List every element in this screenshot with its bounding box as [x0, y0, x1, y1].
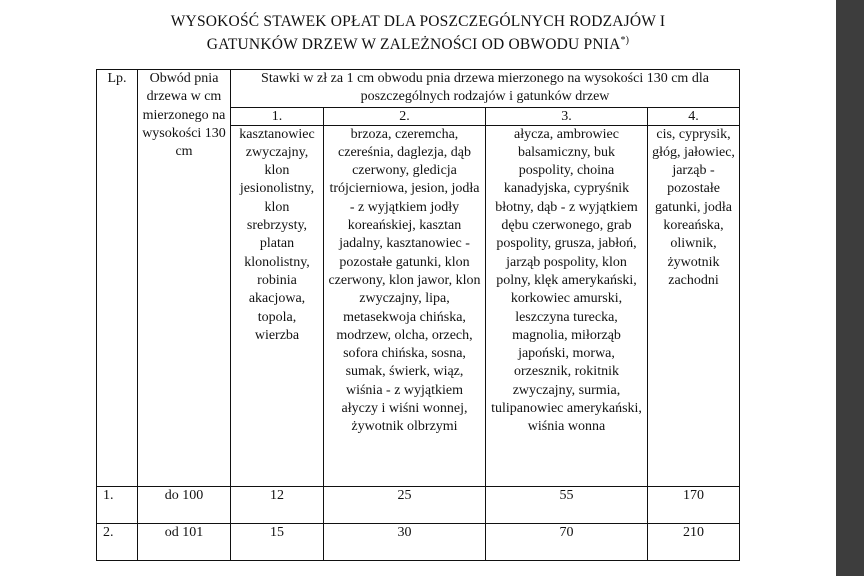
- group-number-1: 1.: [231, 107, 324, 125]
- species-group-4: cis, cyprysik, głóg, jałowiec, jarząb - pozostałe gatunki, jodła koreańska, oliwnik, żywotnik zachodni: [648, 125, 740, 486]
- row-lp: 2.: [97, 523, 138, 560]
- rate-cell: 70: [486, 523, 648, 560]
- viewer-scrollbar[interactable]: [836, 0, 864, 576]
- header-lp: Lp.: [97, 70, 138, 487]
- species-group-1: kasztanowiec zwyczajny, klon jesionolistny, klon srebrzysty, platan klonolistny, robinia akacjowa, topola, wierzba: [231, 125, 324, 486]
- row-circumference: od 101: [138, 523, 231, 560]
- species-group-2: brzoza, czeremcha, czereśnia, daglezja, dąb czerwony, gledicja trójcierniowa, jesion, jodła - z wyjątkiem jodły koreańskiej, kasztan jadalny, kasztanowiec - pozostałe gatunki, klon czerwony, klon jawor, klon zwyczajny, lipa, metasekwoja chińska, modrzew, olcha, orzech, sofora chińska, sosna, sumak, świerk, wiąz, wiśnia - z wyjątkiem ałyczy i wiśni wonnej, żywotnik olbrzymi: [324, 125, 486, 486]
- document-title: [60, 12, 776, 54]
- rate-cell: 55: [486, 486, 648, 523]
- rate-cell: 15: [231, 523, 324, 560]
- rate-cell: 170: [648, 486, 740, 523]
- species-group-3: ałycza, ambrowiec balsamiczny, buk pospolity, choina kanadyjska, cypryśnik błotny, dąb - z wyjątkiem dębu czerwonego, grab pospolity, grusza, jabłoń, jarząb pospolity, klon polny, klęk amerykański, korkowiec amurski, leszczyna turecka, magnolia, miłorząb japoński, morwa, orzesznik, rokitnik zwyczajny, surmia, tulipanowiec amerykański, wiśnia wonna: [486, 125, 648, 486]
- title-line-2: [60, 31, 776, 54]
- title-footnote-marker: *): [620, 35, 630, 46]
- table-header-row: [97, 70, 740, 108]
- rate-cell: 25: [324, 486, 486, 523]
- table-row: [97, 523, 740, 560]
- row-circumference: do 100: [138, 486, 231, 523]
- group-number-4: 4.: [648, 107, 740, 125]
- rate-cell: 30: [324, 523, 486, 560]
- title-line-1: WYSOKOŚĆ STAWEK OPŁAT DLA POSZCZEGÓLNYCH RODZAJÓW I: [170, 13, 666, 30]
- rates-table: [96, 69, 740, 561]
- table-row: [97, 486, 740, 523]
- group-number-3: 3.: [486, 107, 648, 125]
- rate-cell: 12: [231, 486, 324, 523]
- rate-cell: 210: [648, 523, 740, 560]
- row-lp: 1.: [97, 486, 138, 523]
- header-rates: Stawki w zł za 1 cm obwodu pnia drzewa mierzonego na wysokości 130 cm dla poszczególnych rodzajów i gatunków drzew: [231, 70, 740, 108]
- title-line-2-text: GATUNKÓW DRZEW W ZALEŻNOŚCI OD OBWODU PNIA: [206, 36, 621, 54]
- group-number-2: 2.: [324, 107, 486, 125]
- header-circumference: Obwód pnia drzewa w cm mierzonego na wysokości 130 cm: [138, 70, 231, 487]
